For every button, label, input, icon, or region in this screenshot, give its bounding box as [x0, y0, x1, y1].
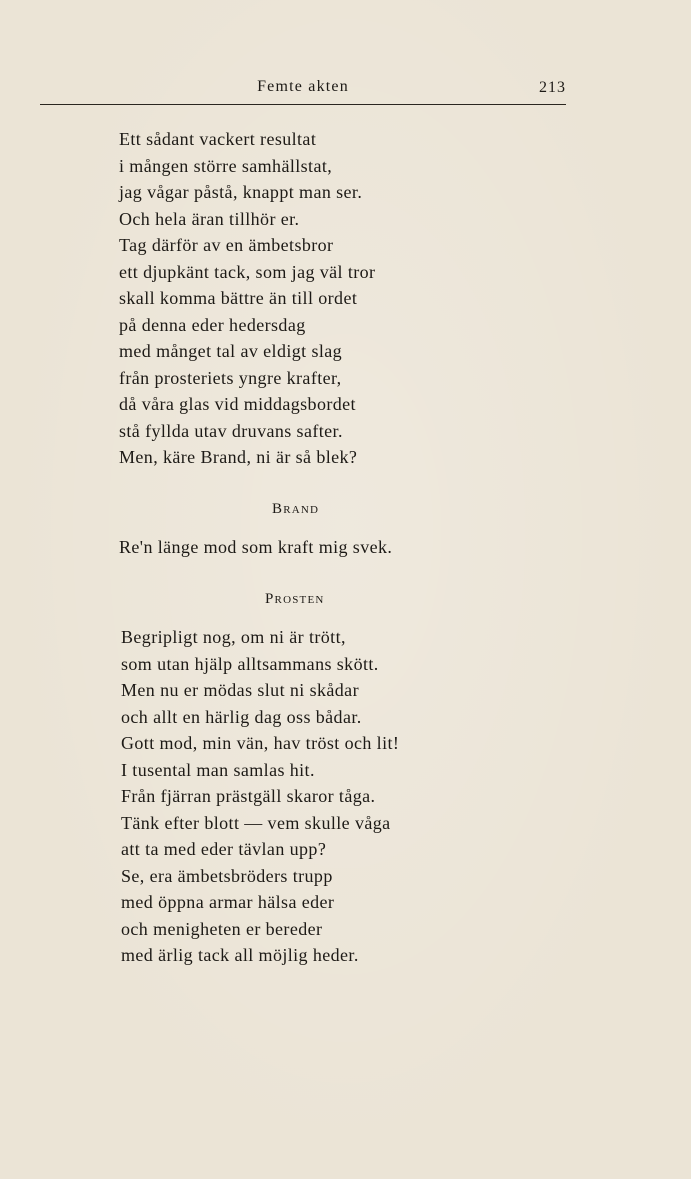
page-header [40, 78, 566, 102]
verse-line: med ärlig tack all möjlig heder. [121, 945, 359, 965]
verse-line: Och hela äran tillhör er. [119, 208, 300, 229]
verse-line: att ta med eder tävlan upp? [121, 839, 327, 859]
header-rule [40, 104, 566, 105]
verse-line: skall komma bättre än till ordet [119, 288, 358, 308]
verse-line: och menigheten er bereder [121, 918, 323, 939]
verse-line: då våra glas vid middagsbordet [119, 394, 356, 414]
verse-line: med öppna armar hälsa eder [121, 892, 335, 912]
verse-line: Tänk efter blott — vem skulle våga [121, 812, 391, 833]
verse-line: stå fyllda utav druvans safter. [119, 420, 343, 441]
verse-line: Tag därför av en ämbetsbror [119, 235, 334, 255]
stanza-1 [119, 126, 375, 471]
verse-line: Re'n länge mod som kraft mig svek. [119, 537, 393, 557]
verse-line: Men, käre Brand, ni är så blek? [119, 447, 358, 467]
verse-line: som utan hjälp alltsammans skött. [121, 653, 379, 674]
stanza-2 [119, 534, 392, 561]
verse-line: jag vågar påstå, knappt man ser. [119, 182, 363, 202]
verse-line: Ett sådant vackert resultat [119, 129, 317, 149]
verse-line: Gott mod, min vän, hav tröst och lit! [121, 733, 400, 753]
verse-line: i mången större samhällstat, [119, 155, 333, 176]
verse-line: Men nu er mödas slut ni skådar [121, 680, 359, 700]
verse-line: från prosteriets yngre krafter, [119, 367, 342, 388]
verse-line: I tusental man samlas hit. [121, 759, 315, 780]
verse-line: och allt en härlig dag oss bådar. [121, 706, 362, 727]
verse-line: Begripligt nog, om ni är trött, [121, 627, 346, 647]
verse-line: ett djupkänt tack, som jag väl tror [119, 261, 376, 282]
page-number: 213 [539, 79, 566, 96]
running-title: Femte akten [257, 78, 349, 95]
verse-line: Se, era ämbetsbröders trupp [121, 865, 333, 886]
speaker-prosten: Prosten [265, 591, 325, 607]
speaker-brand: Brand [272, 501, 320, 517]
verse-line: på denna eder hedersdag [119, 314, 306, 335]
stanza-3 [121, 624, 399, 969]
verse-line: med månget tal av eldigt slag [119, 341, 343, 361]
verse-line: Från fjärran prästgäll skaror tåga. [121, 786, 376, 806]
